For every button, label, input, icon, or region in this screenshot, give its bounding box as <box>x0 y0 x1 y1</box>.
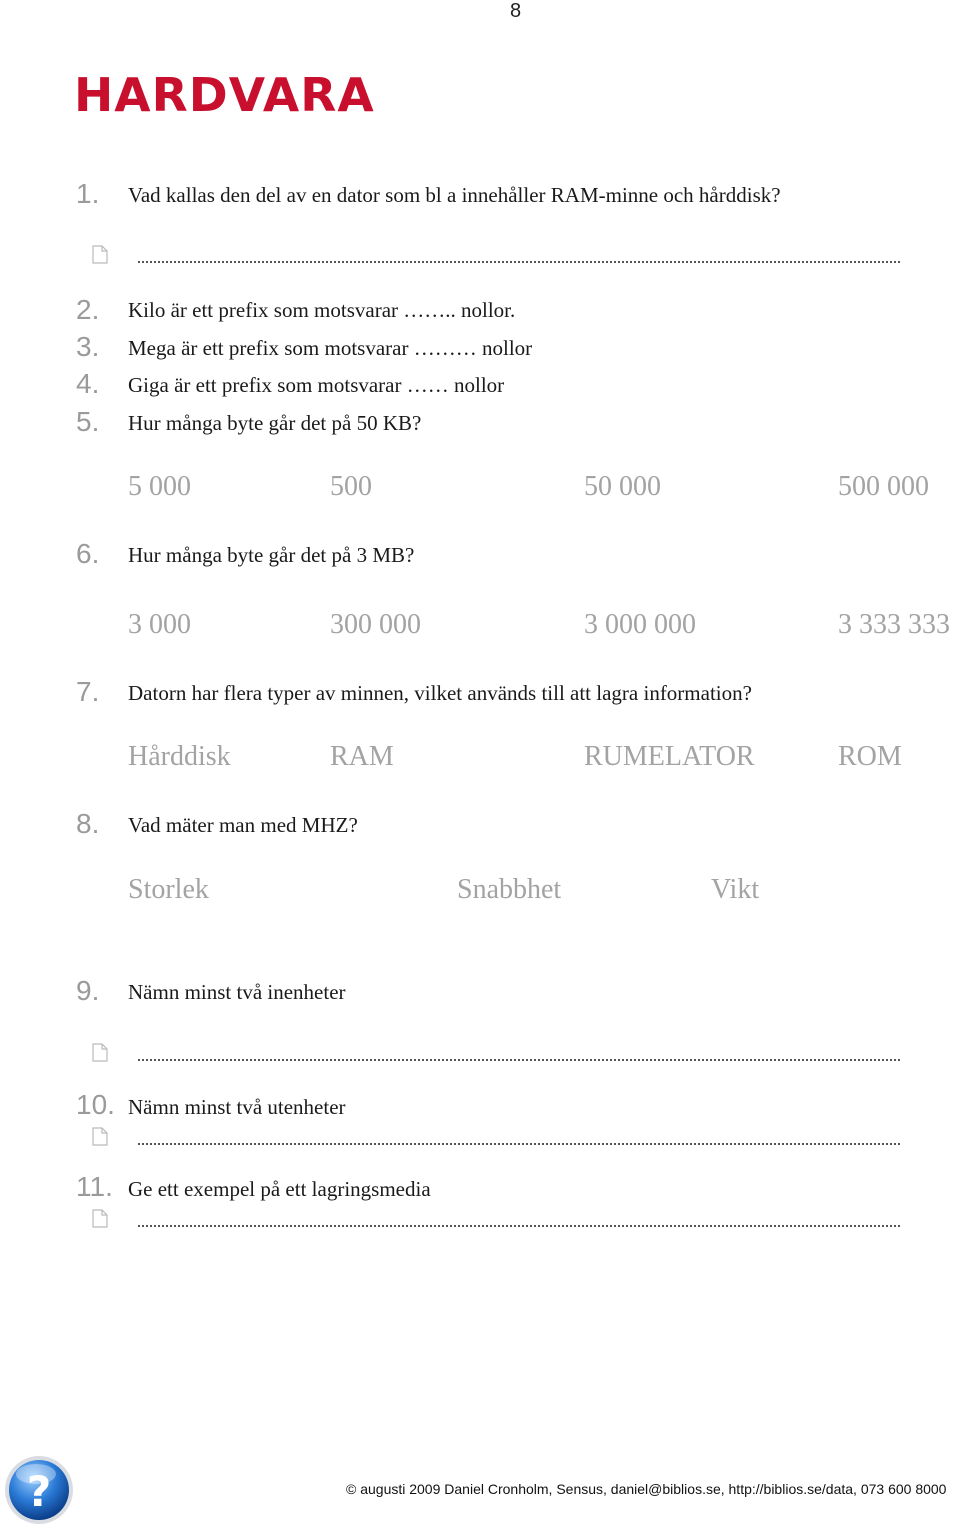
question-number: 4. <box>76 368 100 399</box>
document-icon <box>92 1209 108 1228</box>
answer-option[interactable]: 500 000 <box>838 471 929 502</box>
answer-option[interactable]: 3 333 333 <box>838 609 950 640</box>
question-number: 7. <box>76 676 100 707</box>
question-number: 1. <box>76 178 100 209</box>
document-icon <box>92 1127 108 1146</box>
answer-line[interactable] <box>138 261 900 263</box>
question-number: 5. <box>76 406 100 437</box>
question-text: Nämn minst två utenheter <box>128 1095 346 1119</box>
answer-option[interactable]: RAM <box>330 741 394 772</box>
answer-line[interactable] <box>138 1143 900 1145</box>
svg-text:?: ? <box>26 1467 52 1516</box>
answer-line[interactable] <box>138 1059 900 1061</box>
question-text: Kilo är ett prefix som motsvarar …….. nollor. <box>128 298 516 322</box>
question-text: Giga är ett prefix som motsvarar …… nollor <box>128 373 505 397</box>
answer-option[interactable]: Snabbhet <box>457 874 562 905</box>
answer-option[interactable]: 3 000 000 <box>584 609 696 640</box>
answer-option[interactable]: ROM <box>838 741 902 772</box>
page-number: 8 <box>510 0 522 22</box>
question-number: 11. <box>76 1171 113 1202</box>
answer-option[interactable]: Vikt <box>711 874 760 905</box>
answer-option[interactable]: Hårddisk <box>128 741 231 772</box>
question-text: Hur många byte går det på 3 MB? <box>128 543 415 567</box>
answer-option[interactable]: Storlek <box>128 874 209 905</box>
question-text: Nämn minst två inenheter <box>128 980 346 1004</box>
answer-line[interactable] <box>138 1225 900 1227</box>
question-mark-icon[interactable] <box>0 1450 78 1526</box>
answer-option[interactable]: 500 <box>330 471 372 502</box>
answer-option[interactable]: RUMELATOR <box>584 741 755 772</box>
footer-copyright: © augusti 2009 Daniel Cronholm, Sensus, daniel@biblios.se, http://biblios.se/data, 073 600 8000 <box>346 1481 947 1497</box>
answer-option[interactable]: 3 000 <box>128 609 191 640</box>
document-icon <box>92 1043 108 1062</box>
question-number: 9. <box>76 975 100 1006</box>
answer-option[interactable]: 50 000 <box>584 471 661 502</box>
question-number: 6. <box>76 538 100 569</box>
question-number: 2. <box>76 294 100 325</box>
question-number: 10. <box>76 1089 115 1120</box>
document-icon <box>92 245 108 264</box>
question-text: Ge ett exempel på ett lagringsmedia <box>128 1177 431 1201</box>
question-text: Mega är ett prefix som motsvarar ……… nollor <box>128 336 533 360</box>
question-text: Vad kallas den del av en dator som bl a innehåller RAM-minne och hårddisk? <box>128 183 781 207</box>
answer-option[interactable]: 5 000 <box>128 471 191 502</box>
question-text: Hur många byte går det på 50 KB? <box>128 411 422 435</box>
question-number: 3. <box>76 331 100 362</box>
question-text: Vad mäter man med MHZ? <box>128 813 358 837</box>
page-title: HARDVARA <box>74 68 375 122</box>
answer-option[interactable]: 300 000 <box>330 609 421 640</box>
question-text: Datorn har flera typer av minnen, vilket används till att lagra information? <box>128 681 752 705</box>
question-number: 8. <box>76 808 100 839</box>
